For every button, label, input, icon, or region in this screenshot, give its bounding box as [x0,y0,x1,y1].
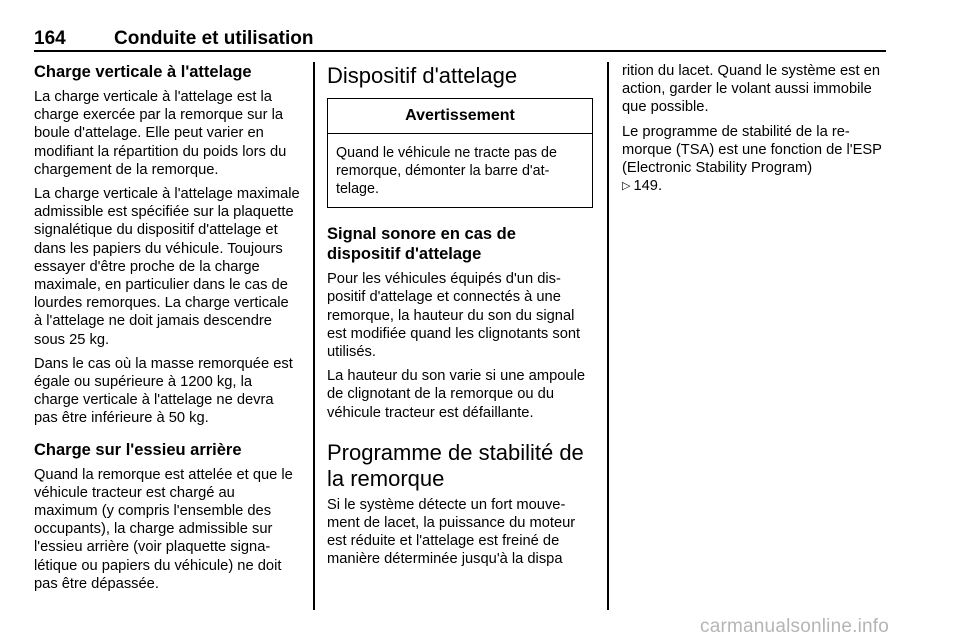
paragraph-text: Le programme de stabilité de la remorque (TSA) est une fonction de l'ESP (Electronic Stability Program) [622,123,882,177]
section-heading-vertical-load: Charge verticale à l'attelage [34,63,252,81]
paragraph: Pour les véhicules équipés d'un dispositif d'attelage et connectés à une remorque, la hauteur du son du signal est modifiée quand les clignotants sont utilisés. [327,271,581,361]
paragraph: La charge verticale à l'attelage est la charge exercée par la remorque sur la boule d'attelage. Elle peut varier en modifiant la répartition du poids lors du chargement de la remorque. [34,89,287,178]
paragraph [622,123,886,196]
section-title-trailer-stability: Programme de stabilité de la remorque [327,439,584,491]
page-reference-link[interactable] [622,178,662,194]
page-number: 164 [34,28,66,49]
cross-reference-arrow-icon: ▷ [622,180,631,193]
header-rule [34,50,886,52]
paragraph: La hauteur du son varie si une ampoule de clignotant de la remorque ou du véhicule tracteur est défaillante. [327,368,586,421]
column-2 [327,62,593,575]
watermark: carmanualsonline.info [700,616,890,637]
section-heading-rear-axle: Charge sur l'essieu arrière [34,440,242,459]
chapter-title: Conduite et utilisation [114,28,314,49]
paragraph: Si le système détecte un fort mouvement de lacet, la puissance du moteur est réduite et l'attelage est freiné de manière déterminée jusqu'à la dispa [327,496,576,568]
column-3 [622,62,886,201]
section-heading-acoustic-signal: Signal sonore en cas de dispositif d'attelage [327,225,516,264]
paragraph: rition du lacet. Quand le système est en action, garder le volant aussi immobile que possible. [622,63,880,116]
warning-text: Quand le véhicule ne tracte pas de remorque, démonter la barre d'attelage. [336,145,557,198]
column-divider [313,62,315,610]
column-1 [34,62,300,599]
warning-box [327,98,593,208]
paragraph: Dans le cas où la masse remorquée est égale ou supérieure à 1200 kg, la charge verticale à l'attelage ne devra pas être inférieure à 50 kg. [34,355,293,427]
section-title-towing-device: Dispositif d'attelage [327,63,518,88]
warning-heading: Avertissement [328,99,592,134]
page-header [34,28,886,52]
paragraph: La charge verticale à l'attelage maximale admissible est spécifiée sur la plaquette signalétique du dispositif d'attelage et dans les papiers du véhicule. Toujours essayer d'être proche de la charge maximale, en particulier dans le cas de lourdes remorques. La charge verticale à l'attelage ne doit jamais descendre sous 25 kg. [34,186,300,348]
page-reference: 149. [633,178,663,195]
paragraph: Quand la remorque est attelée et que le véhicule tracteur est chargé au maximum (y compris l'ensemble des occupants), la charge admissible sur l'essieu arrière (voir plaquette signalétique ou papiers du véhicule) ne doit pas être dépassée. [34,466,293,592]
column-divider [607,62,609,610]
